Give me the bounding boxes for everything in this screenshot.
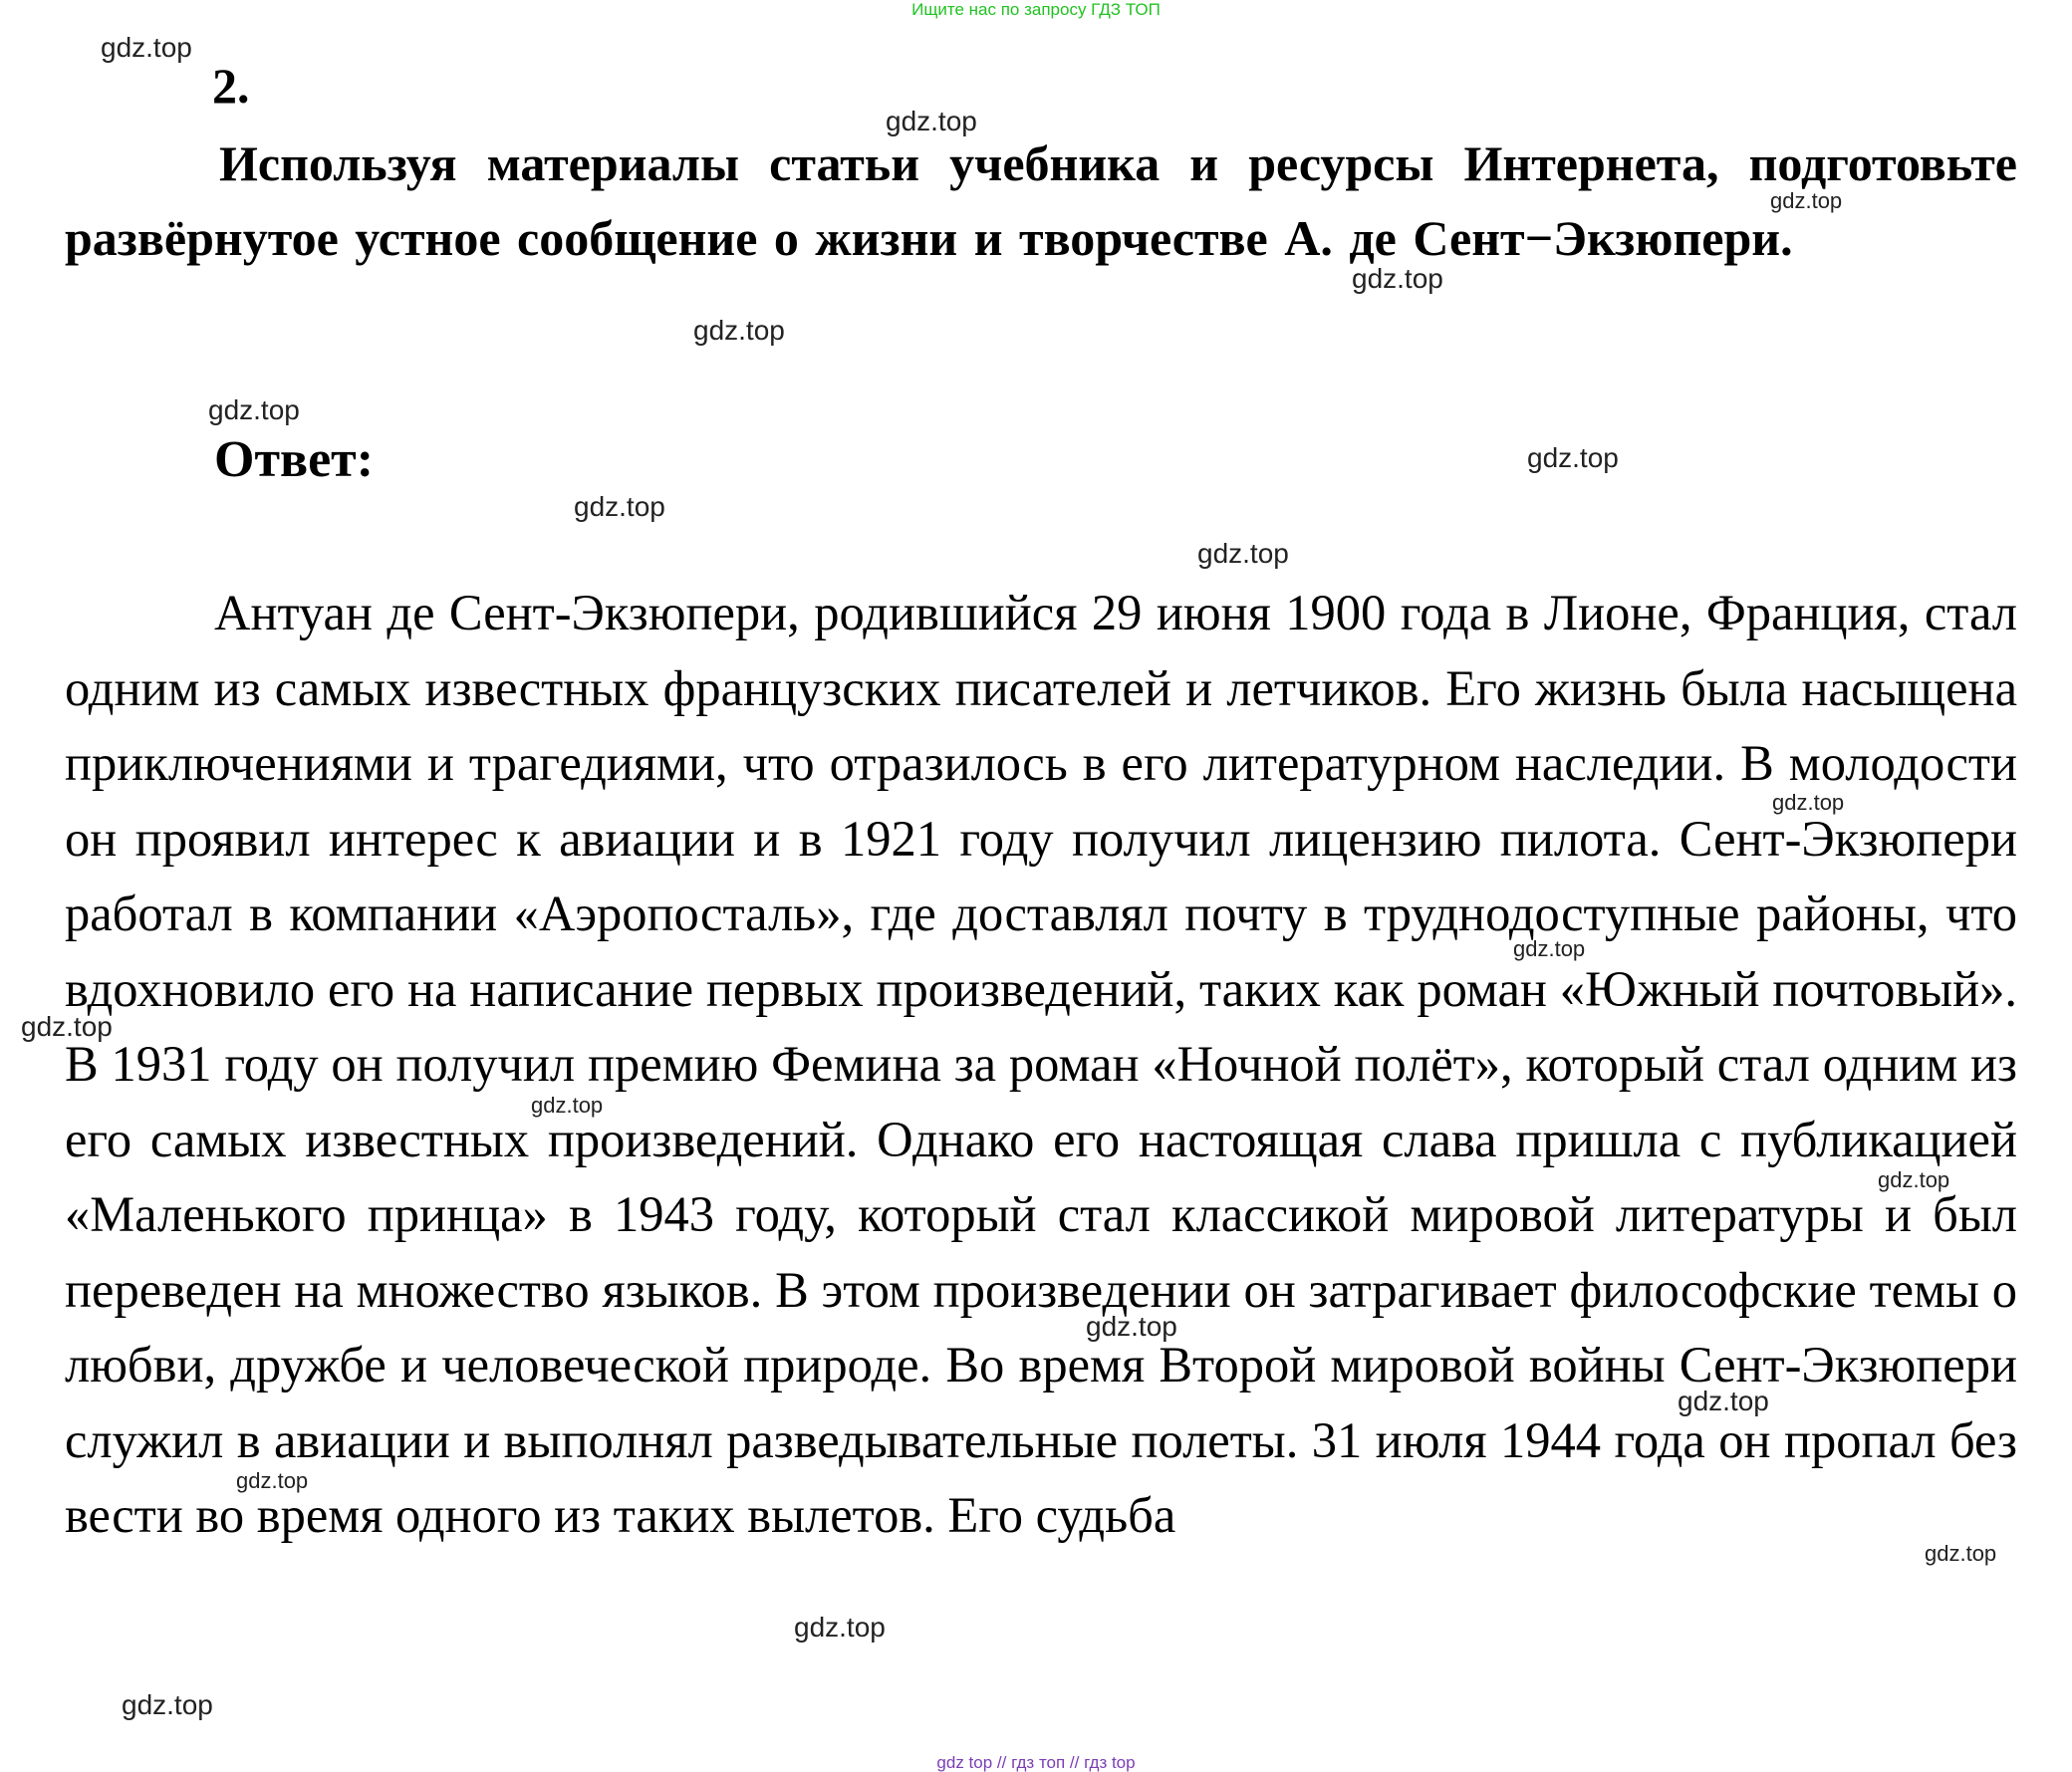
watermark: gdz.top: [1352, 263, 1443, 294]
watermark: gdz.top: [236, 1468, 309, 1493]
watermark: gdz.top: [101, 32, 192, 63]
task-text: Используя материалы статьи учебника и ресурсы Интернета, подготовьте развёрнутое устное сообщение о жизни и творчестве А. де Сент−Экзюпери.: [65, 135, 2017, 266]
watermark: gdz.top: [1678, 1386, 1769, 1416]
watermark: gdz.top: [1878, 1167, 1950, 1192]
watermark: gdz.top: [1197, 538, 1289, 569]
watermark: gdz.top: [794, 1612, 886, 1643]
watermark: gdz.top: [574, 491, 665, 522]
watermark: gdz.top: [886, 106, 977, 136]
watermark: gdz.top: [693, 315, 785, 346]
search-hint-banner[interactable]: Ищите нас по запросу ГДЗ ТОП: [911, 0, 1161, 19]
watermark: gdz.top: [21, 1011, 113, 1042]
watermark: gdz.top: [122, 1689, 213, 1720]
watermark: gdz.top: [208, 394, 300, 425]
footer-links[interactable]: gdz top // гдз топ // гдз top: [936, 1753, 1136, 1772]
watermark: gdz.top: [1772, 790, 1845, 815]
answer-label: Ответ:: [214, 431, 375, 488]
watermark: gdz.top: [1086, 1311, 1177, 1342]
watermark: gdz.top: [1527, 442, 1619, 473]
watermark: gdz.top: [531, 1093, 604, 1118]
watermark: gdz.top: [1925, 1541, 1997, 1566]
task-number: 2.: [212, 58, 250, 114]
answer-text: Антуан де Сент-Экзюпери, родившийся 29 июня 1900 года в Лионе, Франция, стал одним из самых известных французских писателей и летчиков. Его жизнь была насыщена приключениями и трагедиями, что отразилось в его литературном наследии. В молодости он проявил интерес к авиации и в 1921 году получил лицензию пилота. Сент-Экзюпери работал в компании «Аэропосталь», где доставлял почту в труднодоступные районы, что вдохновило его на написание первых произведений, таких как роман «Южный почтовый». В 1931 году он получил премию Фемина за роман «Ночной полёт», который стал одним из его самых известных произведений. Однако его настоящая слава пришла с публикацией «Маленького принца» в 1943 году, который стал классикой мировой литературы и был переведен на множество языков. В этом произведении он затрагивает философские темы о любви, дружбе и человеческой природе. Во время Второй мировой войны Сент-Экзюпери служил в авиации и выполнял разведывательные полеты. 31 июля 1944 года он пропал без вести во время одного из таких вылетов. Его судьба: [65, 585, 2017, 1543]
watermark: gdz.top: [1513, 936, 1586, 961]
watermark: gdz.top: [1770, 188, 1843, 213]
